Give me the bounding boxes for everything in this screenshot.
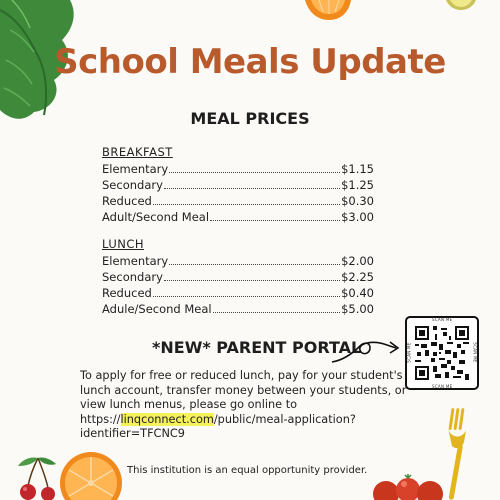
portal-link[interactable]: linqconnect.com (120, 412, 214, 426)
price-row: Adult/Second Meal $3.00 (102, 210, 374, 224)
qr-bottom-label: SCAN ME (432, 384, 453, 389)
fruit-slice-illustration (446, 0, 476, 10)
breakfast-heading: BREAKFAST (102, 145, 173, 159)
price-row: Elementary $1.15 (102, 162, 374, 176)
price-row: Reduced $0.40 (102, 286, 374, 300)
price-row: Secondary $2.25 (102, 270, 374, 284)
parent-portal-heading: *NEW* PARENT PORTAL (152, 338, 362, 357)
parent-portal-instructions: To apply for free or reduced lunch, pay for your student's lunch account, transfer money between your students, or view lunch menus, please go online to https://linqconnect.com/public/meal-application?identifier=TFCNC9 (80, 369, 407, 440)
price-row: Reduced $0.30 (102, 194, 374, 208)
price-row: Adule/Second Meal $5.00 (102, 302, 374, 316)
cherries-illustration (16, 456, 60, 500)
qr-pattern (415, 326, 469, 380)
price-row: Secondary $1.25 (102, 178, 374, 192)
qr-left-label: SCAN ME (406, 342, 412, 363)
equal-opportunity-statement: This institution is an equal opportunity provider. (127, 465, 368, 476)
meal-prices-heading: MEAL PRICES (190, 109, 310, 128)
lunch-section (102, 236, 374, 317)
breakfast-section (102, 144, 374, 225)
page-title: School Meals Update (54, 42, 446, 82)
arrow-icon (330, 338, 402, 368)
qr-right-label: SCAN ME (472, 342, 478, 363)
orange-slice-illustration (303, 0, 353, 22)
price-row: Elementary $2.00 (102, 254, 374, 268)
fork-illustration (444, 408, 472, 500)
qr-code[interactable] (405, 316, 479, 390)
orange-illustration (58, 450, 124, 500)
tomatoes-illustration (372, 472, 446, 500)
qr-top-label: SCAN ME (432, 317, 453, 322)
lunch-heading: LUNCH (102, 237, 145, 251)
